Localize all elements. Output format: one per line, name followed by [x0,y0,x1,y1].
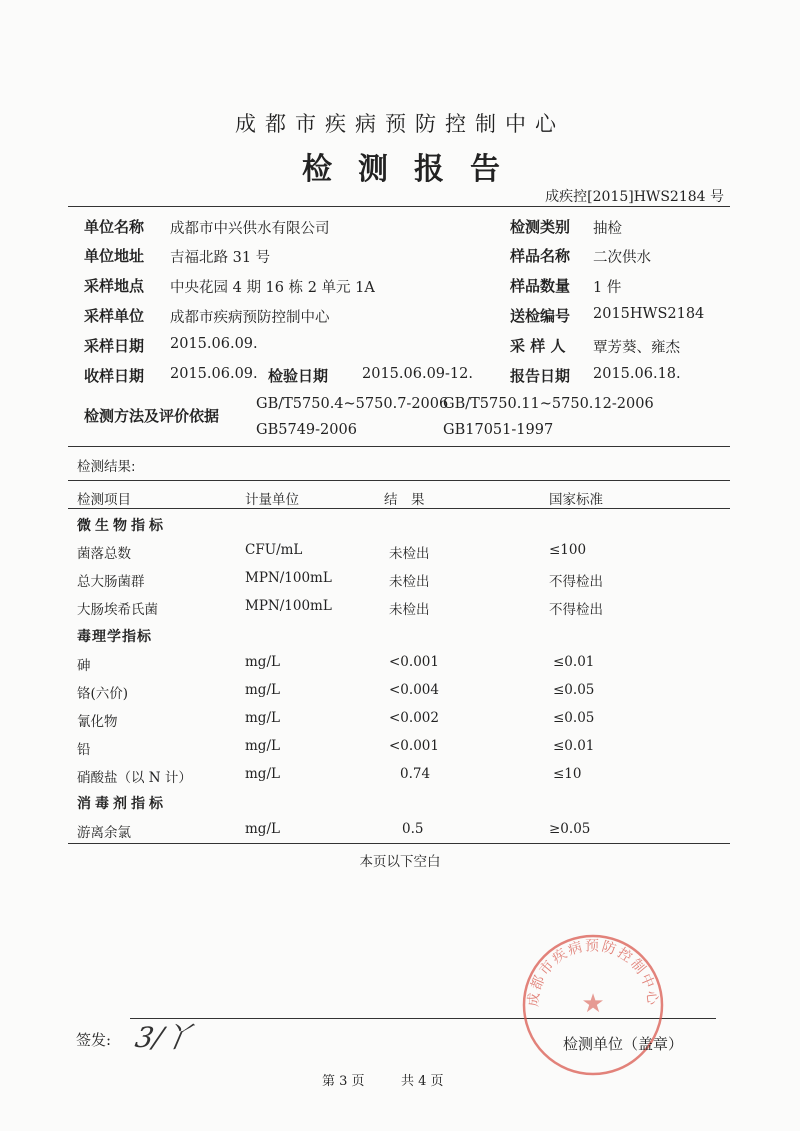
result-item: 大肠埃希氏菌 [77,602,158,618]
handwritten-signature: 3/丫 [132,1021,194,1054]
result-standard: ≤0.01 [553,654,595,670]
result-standard: ≥0.05 [549,821,591,837]
result-item: 砷 [77,658,91,674]
unit-address-label: 单位地址 [84,247,145,265]
result-value: <0.001 [389,654,439,670]
test-type-value: 抽检 [593,221,622,237]
result-standard: 不得检出 [549,602,603,618]
result-unit: mg/L [245,821,280,837]
sampling-unit-value: 成都市疾病预防控制中心 [170,310,330,326]
submit-no-label: 送检编号 [510,307,571,325]
test-date-label: 检验日期 [268,367,329,385]
result-standard: ≤0.05 [553,682,595,698]
result-unit: MPN/100mL [245,570,332,586]
method-standard: GB/T5750.11~5750.12-2006 [443,396,654,412]
submit-no-value: 2015HWS2184 [593,306,705,322]
report-number: 成疾控[2015]HWS2184 号 [545,189,724,205]
sampler-label: 采 样 人 [510,337,566,355]
total-pages: 共 4 页 [401,1074,444,1089]
result-item: 铬(六价) [77,686,129,702]
result-value: 0.5 [402,821,424,837]
result-standard: 不得检出 [549,574,603,590]
result-item: 游离余氯 [77,825,131,841]
sampling-place-value: 中央花园 4 期 16 栋 2 单元 1A [170,280,375,296]
result-standard: ≤100 [549,542,587,558]
result-standard: ≤0.01 [553,738,595,754]
result-item: 总大肠菌群 [77,574,145,590]
sampling-date-label: 采样日期 [84,337,145,355]
receive-date-label: 收样日期 [84,367,145,385]
result-unit: mg/L [245,654,280,670]
column-header-result: 结 果 [384,492,425,508]
signature-label: 签发: [76,1031,112,1049]
test-type-label: 检测类别 [510,218,571,236]
method-label: 检测方法及评价依据 [84,407,220,425]
group-title-toxicology: 毒理学指标 [77,629,152,645]
sample-name-value: 二次供水 [593,250,651,266]
result-item: 氰化物 [77,714,118,730]
sample-name-label: 样品名称 [510,247,571,265]
group-title-microbial: 微生物指标 [77,518,167,534]
blank-note: 本页以下空白 [359,854,441,870]
page-number: 第 3 页 [322,1074,365,1089]
method-standard: GB/T5750.4~5750.7-2006 [256,396,449,412]
sampling-unit-label: 采样单位 [84,307,145,325]
result-unit: MPN/100mL [245,598,332,614]
header-divider [68,206,730,207]
result-item: 铅 [77,742,91,758]
result-item: 硝酸盐（以 N 计） [77,770,192,786]
organization-name: 成都市疾病预防控制中心 [235,112,565,136]
seal-text: 成都市疾病预防控制中心 [525,938,661,1008]
result-value: 0.74 [400,766,431,782]
result-standard: ≤10 [553,766,582,782]
results-bottom-rule [68,843,730,844]
report-title: 检测报告 [302,152,526,187]
unit-name-label: 单位名称 [84,218,145,236]
results-top-rule [68,480,730,481]
sampling-place-label: 采样地点 [84,277,145,295]
receive-date-value: 2015.06.09. [170,366,258,382]
column-header-item: 检测项目 [77,492,131,508]
result-unit: mg/L [245,738,280,754]
test-date-value: 2015.06.09-12. [362,366,473,382]
sampling-date-value: 2015.06.09. [170,336,258,352]
result-unit: mg/L [245,682,280,698]
result-value: <0.002 [389,710,439,726]
result-unit: mg/L [245,710,280,726]
seal-label: 检测单位（盖章） [563,1035,684,1053]
seal-star-icon: ★ [581,989,605,1019]
official-seal [518,930,668,1080]
report-date-label: 报告日期 [510,367,571,385]
result-value: 未检出 [389,574,430,590]
result-value: <0.001 [389,738,439,754]
method-standard: GB17051-1997 [443,422,554,438]
group-title-disinfectant: 消毒剂指标 [77,796,167,812]
sample-qty-label: 样品数量 [510,277,571,295]
result-value: 未检出 [389,602,430,618]
result-unit: mg/L [245,766,280,782]
sampler-value: 覃芳葵、雍杰 [593,340,680,356]
result-item: 菌落总数 [77,546,131,562]
results-section-label: 检测结果: [77,459,136,475]
unit-address-value: 吉福北路 31 号 [170,250,271,266]
column-header-rule [68,508,730,509]
result-standard: ≤0.05 [553,710,595,726]
column-header-unit: 计量单位 [245,492,299,508]
info-divider [68,446,730,447]
result-value: 未检出 [389,546,430,562]
sample-qty-value: 1 件 [593,280,622,296]
unit-name-value: 成都市中兴供水有限公司 [170,221,330,237]
column-header-standard: 国家标准 [549,492,603,508]
report-date-value: 2015.06.18. [593,366,681,382]
result-unit: CFU/mL [245,542,303,558]
method-standard: GB5749-2006 [256,422,357,438]
result-value: <0.004 [389,682,439,698]
